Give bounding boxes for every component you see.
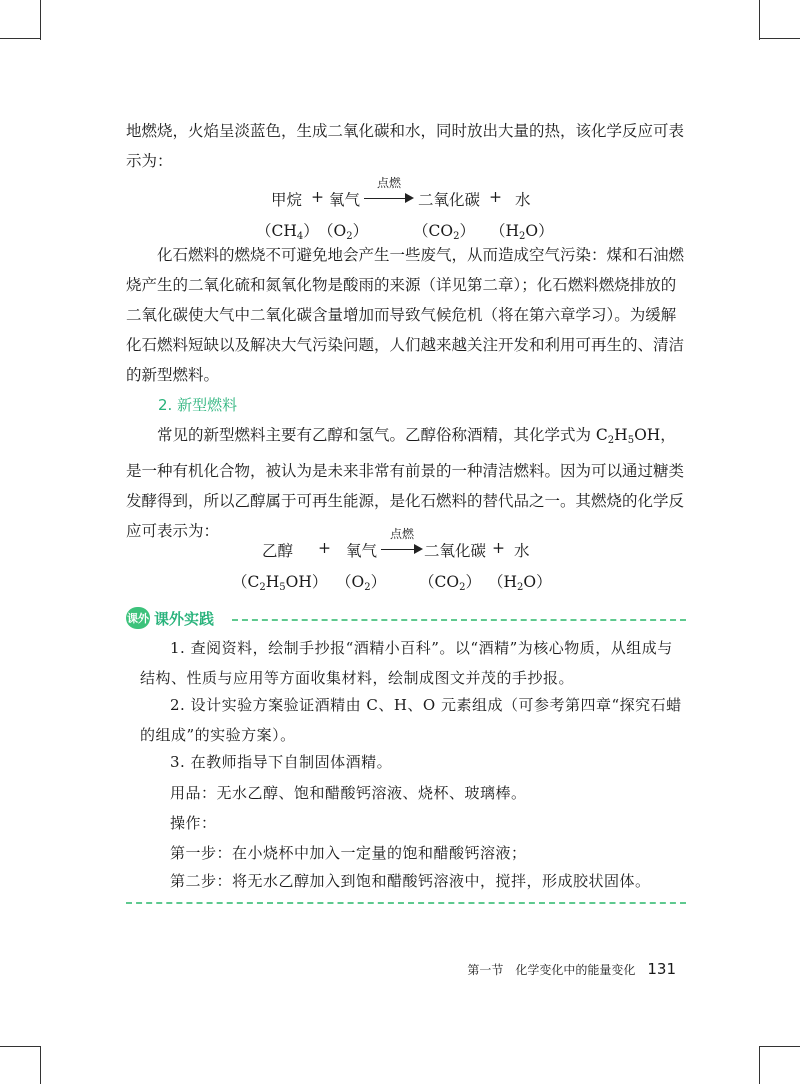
eq1-product-1: 二氧化碳 (418, 191, 481, 209)
eq2-product-1: 二氧化碳 (424, 542, 487, 560)
eq1-formula-o2: $(O_2)$ (318, 222, 369, 242)
paragraph-ethanol: 常见的新型燃料主要有乙醇和氢气。乙醇俗称酒精，其化学式为 $C_2H_5OH$，是一种有机化合物，被认为是未来非常有前景的一种清洁燃料。因为可以通过糖类发酵得到，所以乙醇属于可再生能源，是化石燃料的替代品之一。其燃烧的化学反应可表示为： (126, 426, 685, 540)
crop-mark (759, 0, 760, 40)
practice-top-divider (232, 619, 686, 621)
practice-operations-label: 操作： (170, 814, 217, 832)
eq1-reactant-1: 甲烷 (271, 191, 303, 209)
practice-icon: 课外 (126, 607, 150, 629)
eq2-arrow (381, 527, 423, 563)
eq1-formula-h2o: $(H_2O)$ (490, 222, 554, 242)
eq2-formula-c2h5oh: $(C_2H_5OH)$ (232, 573, 328, 593)
practice-step-1: 第一步：在小烧杯中加入一定量的饱和醋酸钙溶液； (170, 844, 527, 862)
eq2-formula-co2: $(CO_2)$ (419, 573, 481, 593)
crop-mark (760, 38, 800, 39)
eq1-arrow (364, 176, 414, 212)
eq1-product-2: 水 (515, 191, 531, 209)
eq2-plus-1: + (318, 539, 331, 557)
practice-header (126, 607, 214, 629)
eq1-condition: 点燃 (376, 176, 401, 190)
practice-item-1: 1. 查阅资料，绘制手抄报“酒精小百科”。以“酒精”为核心物质，从组成与结构、性质与应用等方面收集材料，绘制成图文并茂的手抄报。 (140, 639, 673, 687)
practice-title: 课外实践 (154, 609, 215, 628)
crop-mark (759, 1046, 760, 1084)
eq2-formula-o2: $(O_2)$ (336, 573, 387, 593)
practice-step-2: 第二步：将无水乙醇加入到饱和醋酸钙溶液中，搅拌，形成胶状固体。 (170, 872, 651, 890)
eq2-plus-2: + (492, 539, 505, 557)
crop-mark (40, 0, 41, 40)
eq1-reactant-2: 氧气 (329, 191, 361, 209)
equation-ethanol-words (0, 527, 800, 563)
eq2-product-2: 水 (514, 542, 530, 560)
eq2-reactant-1: 乙醇 (262, 542, 294, 560)
eq1-formula-co2: $(CO_2)$ (413, 222, 475, 242)
crop-mark (40, 1046, 41, 1084)
eq1-plus-2: + (489, 188, 502, 206)
practice-bottom-divider (126, 902, 686, 904)
page-footer (467, 960, 676, 978)
footer-section-title: 第一节 化学变化中的能量变化 (467, 963, 636, 977)
eq2-formula-h2o: $(H_2O)$ (488, 573, 552, 593)
equation-ethanol-formulas (0, 570, 800, 594)
crop-mark (760, 1046, 800, 1047)
eq2-condition: 点燃 (389, 527, 414, 541)
paragraph-pollution: 化石燃料的燃烧不可避免地会产生一些废气，从而造成空气污染：煤和石油燃烧产生的二氧化硫和氮氧化物是酸雨的来源（详见第二章）；化石燃料燃烧排放的二氧化碳使大气中二氧化碳含量增加而导致气候危机（将在第六章学习）。为缓解化石燃料短缺以及解决大气污染问题，人们越来越关注开发和利用可再生的、清洁的新型燃料。 (126, 246, 685, 384)
paragraph-methane-intro: 地燃烧，火焰呈淡蓝色，生成二氧化碳和水，同时放出大量的热，该化学反应可表示为： (126, 122, 685, 170)
crop-mark (0, 1046, 40, 1047)
eq2-reactant-2: 氧气 (346, 542, 378, 560)
crop-mark (0, 38, 40, 39)
equation-methane-words (0, 176, 800, 212)
eq1-plus-1: + (311, 188, 324, 206)
practice-item-3: 3. 在教师指导下自制固体酒精。 (170, 753, 393, 771)
eq1-formula-ch4: $(CH_4)$ (256, 222, 319, 242)
page-number: 131 (647, 960, 676, 978)
section-title-new-fuels: 2. 新型燃料 (158, 396, 238, 414)
practice-supplies: 用品：无水乙醇、饱和醋酸钙溶液、烧杯、玻璃棒。 (170, 784, 527, 802)
practice-item-2: 2. 设计实验方案验证酒精由 C、H、O 元素组成（可参考第四章“探究石蜡的组成”的实验方案）。 (140, 696, 682, 744)
